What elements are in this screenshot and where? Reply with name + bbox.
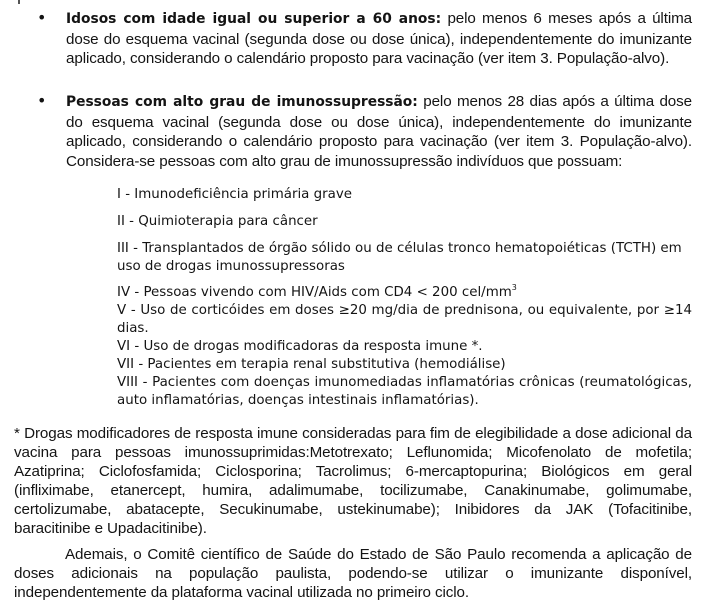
bullet-icon: •: [37, 8, 47, 27]
condition-item: V - Uso de corticóides em doses ≥20 mg/dia de prednisona, ou equivalente, por ≥14 dias.: [117, 303, 692, 336]
condition-item: VII - Pacientes em terapia renal substitutiva (hemodiálise): [117, 357, 506, 372]
bullet-text: pelo menos 28 dias após a última dose do esquema vacinal (segunda dose ou dose única), independentemente do imunizante aplicado, considerando o calendário proposto para vacinação (ver item 3. População-alvo). Considera-se pessoas com alto grau de imunossupressão indivíduos que possuam:: [66, 93, 692, 170]
bullet-heading: Idosos com idade igual ou superior a 60 anos:: [66, 11, 442, 27]
bullet-text: pelo menos 6 meses após a última dose do esquema vacinal (segunda dose ou dose única), independentemente do imunizante aplicado, considerando o calendário proposto para vacinação (ver item 3. População-alvo).: [66, 10, 693, 67]
condition-item: [117, 284, 517, 302]
condition-item: III - Transplantados de órgão sólido ou de células tronco hematopoiéticas (TCTH) em uso de drogas imunossupressoras: [117, 241, 682, 274]
bullet-icon: •: [37, 91, 47, 110]
condition-item: VI - Uso de drogas modificadoras da resposta imune *.: [117, 339, 483, 354]
condition-text: IV - Pessoas vivendo com HIV/Aids com CD4 < 200 cel/mm: [117, 285, 512, 300]
page-edge-mark: [18, 0, 20, 4]
bullet-item-immunosuppressed: [66, 92, 692, 171]
condition-item: I - Imunodeficiência primária grave: [117, 187, 353, 202]
bullet-item-elderly: [66, 9, 692, 69]
condition-item: II - Quimioterapia para câncer: [117, 214, 318, 229]
footnote: * Drogas modificadores de resposta imune consideradas para fim de elegibilidade a dose adicional da vacina para pessoas imunossuprimidas:Metotrexato; Leflunomida; Micofenolato de mofetila; Azatiprina; Ciclofosfamida; Ciclosporina; Tacrolimus; 6-mercaptopurina; Biológicos em geral (infliximabe, etanercept, humira, adalimumabe, tocilizumabe, Canakinumabe, golimumabe, certolizumabe, abatacepte, Secukinumabe, ustekinumabe); Inibidores da JAK (Tofacitinibe, baracitinibe e Upadacitinibe).: [14, 425, 692, 537]
bullet-heading: Pessoas com alto grau de imunossupressão:: [66, 94, 418, 110]
closing-paragraph: Ademais, o Comitê científico de Saúde do Estado de São Paulo recomenda a aplicação de doses adicionais na população paulista, podendo-se utilizar o imunizante disponível, independentemente da plataforma vacinal utilizada no primeiro ciclo.: [14, 546, 692, 601]
condition-item: VIII - Pacientes com doenças imunomediadas inflamatórias crônicas (reumatológicas, auto inflamatórias, doenças intestinais inflamatórias).: [117, 375, 692, 408]
superscript: 3: [511, 283, 517, 292]
